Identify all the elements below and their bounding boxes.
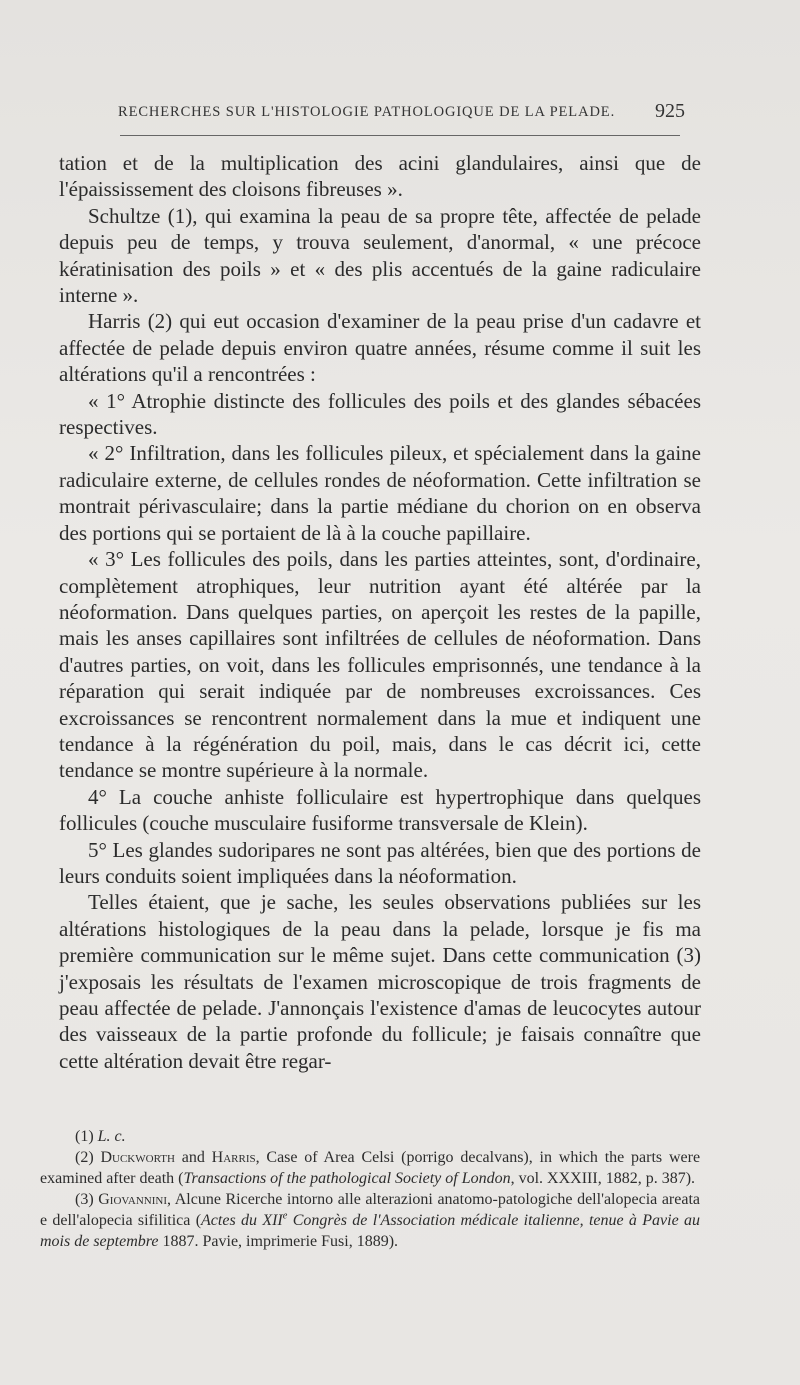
footnote-2-journal: Transactions of the pathological Society of London <box>183 1170 511 1187</box>
footnote-3-author: Giovannini <box>98 1191 168 1208</box>
paragraph-3: Harris (2) qui eut occasion d'examiner de la peau prise d'un cadavre et affectée de pelade depuis environ quatre années, résume comme il suit les altérations qu'il a rencontrées : <box>59 309 701 387</box>
header-rule <box>120 135 680 136</box>
footnote-2 <box>40 1147 700 1189</box>
footnote-3-journal-b: Congrès de l'Association médicale italienne, tenue à Pavie au mois de septembre <box>40 1212 700 1250</box>
paragraph-2: Schultze (1), qui examina la peau de sa propre tête, affectée de pelade depuis peu de temps, y trouva seulement, d'anormal, « une précoce kératinisation des poils » et « des plis accentués de la gaine radiculaire interne ». <box>59 203 701 308</box>
footnote-2-and: and <box>181 1149 205 1166</box>
paragraph-6: « 3° Les follicules des poils, dans les parties atteintes, sont, d'ordinaire, complètement atrophiques, leur nutrition ayant été altérée par la néoformation. Dans quelques parties, on aperçoit les restes de la papille, mais les anses capillaires sont infiltrées de cellules de néoformation. Dans d'autres parties, on voit, dans les follicules emprisonnés, une tendance à la réparation qui serait indiquée par de nombreuses excroissances. Ces excroissances se rencontrent normalement dans la mue et indiquent une tendance à la régénération du poil, mais, dans le cas décrit ici, cette tendance se montre supérieure à la normale. <box>59 547 701 783</box>
footnote-1-number: (1) <box>75 1128 94 1145</box>
footnote-3-journal-sup: e <box>282 1210 288 1222</box>
paragraph-5: « 2° Infiltration, dans les follicules pileux, et spécialement dans la gaine radiculaire externe, de cellules rondes de néoformation. Cette infiltration se montrait périvasculaire; dans la partie médiane du chorion on en observa des portions qui se portaient de là à la couche papillaire. <box>59 441 701 545</box>
paragraph-7: 4° La couche anhiste folliculaire est hypertrophique dans quelques follicules (couche musculaire fusiforme transversale de Klein). <box>59 784 701 836</box>
footnote-2-text: , Case of Area Celsi (porrigo decalvans), in which the parts were examined after death ( <box>40 1149 701 1187</box>
paragraph-1: tation et de la multiplication des acini glandulaires, ainsi que de l'épaississement des cloisons fibreuses ». <box>59 151 701 202</box>
footnote-2-author2: Harris <box>211 1149 256 1166</box>
running-title: RECHERCHES SUR L'HISTOLOGIE PATHOLOGIQUE DE LA PELADE. <box>118 104 616 120</box>
footnote-3-text: , Alcune Ricerche intorno alle alterazioni anatomo-patologiche dell'alopecia areata e dell'alopecia sifilitica ( <box>40 1191 701 1229</box>
running-header <box>118 96 685 126</box>
paragraph-4: « 1° Atrophie distincte des follicules des poils et des glandes sébacées respectives. <box>59 388 701 440</box>
footnote-3-journal-a: Actes du XII <box>201 1212 283 1229</box>
footnote-3-number: (3) <box>75 1191 94 1208</box>
footnote-1-text: L. c. <box>97 1128 126 1145</box>
footnote-2-author: Duckworth <box>100 1149 175 1166</box>
footnote-2-tail: , vol. XXXIII, 1882, p. 387). <box>510 1170 696 1187</box>
paragraph-8: 5° Les glandes sudoripares ne sont pas altérées, bien que des portions de leurs conduits soient impliquées dans la néoformation. <box>59 837 701 888</box>
footnote-2-number: (2) <box>75 1149 94 1166</box>
page-number: 925 <box>655 100 685 122</box>
footnotes <box>40 1126 700 1252</box>
footnote-3 <box>40 1189 700 1252</box>
footnote-3-tail: 1887. Pavie, imprimerie Fusi, 1889). <box>158 1233 399 1250</box>
footnote-1 <box>40 1126 700 1147</box>
main-text <box>59 150 701 1074</box>
paragraph-9: Telles étaient, que je sache, les seules observations publiées sur les altérations histologiques de la peau dans la pelade, lorsque je fis ma première communication sur le même sujet. Dans cette communication (3) j'exposais les résultats de l'examen microscopique de trois fragments de peau affectée de pelade. J'annonçais l'existence d'amas de leucocytes autour des vaisseaux de la partie profonde du follicule; je faisais connaître que cette altération devait être regar- <box>59 890 701 1073</box>
